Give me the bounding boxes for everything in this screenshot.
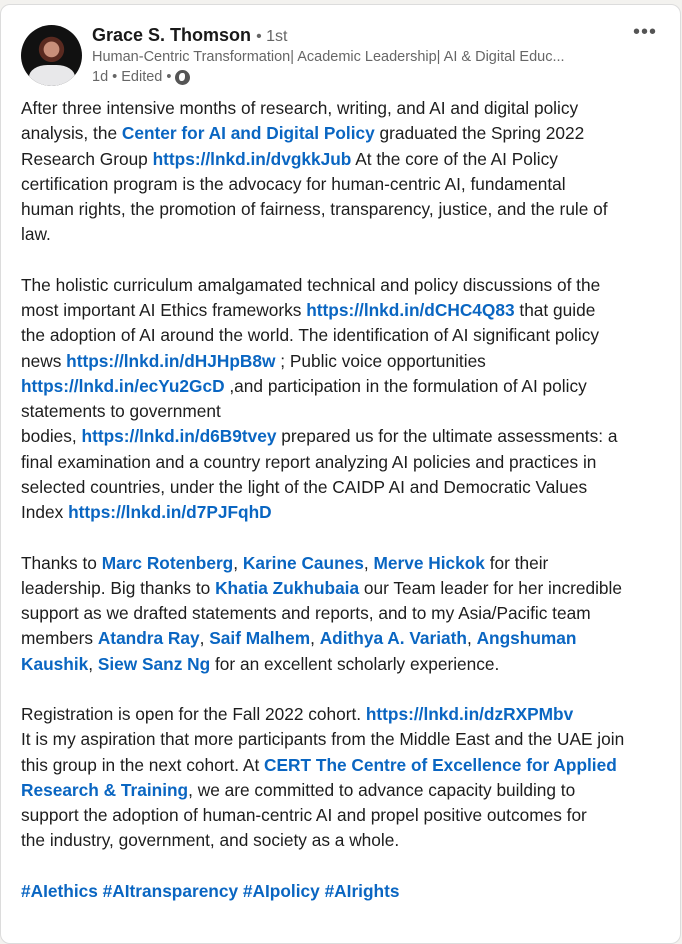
mention-link[interactable]: Atandra Ray: [97, 628, 200, 649]
avatar-shirt: [29, 65, 75, 86]
more-options-icon[interactable]: •••: [633, 21, 658, 43]
post-text-line: [21, 374, 624, 399]
post-text: Index: [21, 502, 69, 522]
url-link[interactable]: https://lnkd.in/ecYu2GcD: [21, 375, 225, 396]
post-text-line: [21, 96, 624, 121]
mention-link[interactable]: Saif Malhem: [209, 628, 311, 649]
post-text: Research Group: [21, 148, 153, 169]
post-text: for their: [484, 552, 549, 573]
mention-link[interactable]: Merve Hickok: [373, 552, 485, 573]
post-text: selected countries, under the light of the CAIDP AI and Democratic Values: [21, 476, 588, 497]
post-text: The holistic curriculum amalgamated technical and policy discussions of the: [21, 274, 601, 295]
post-text: news: [21, 350, 67, 371]
mention-link[interactable]: Karine Caunes: [242, 552, 364, 573]
post-text: for an excellent scholarly experience.: [210, 653, 500, 674]
post-text: Thanks to: [21, 552, 102, 573]
author-avatar[interactable]: [21, 25, 82, 86]
post-text: At the core of the AI Policy: [351, 148, 558, 169]
mention-link[interactable]: Angshuman: [476, 628, 577, 649]
post-text: leadership. Big thanks to: [21, 577, 216, 598]
post-text: statements to government: [21, 401, 221, 421]
post-text-line: [21, 753, 624, 778]
post-text: ,: [466, 628, 477, 649]
post-text-line: [21, 803, 624, 828]
connection-degree: • 1st: [256, 28, 288, 45]
post-text-line: [21, 298, 624, 323]
url-link[interactable]: https://lnkd.in/dzRXPMbv: [365, 704, 574, 724]
post-text: the adoption of AI around the world. The identification of AI significant policy: [21, 325, 600, 346]
post-text: law.: [21, 224, 51, 245]
post-time: 1d: [92, 69, 109, 85]
post-text-line: [21, 121, 624, 146]
blank-line: [21, 248, 624, 273]
post-text: support the adoption of human-centric AI and propel positive outcomes for: [21, 805, 587, 825]
post-text: most important AI Ethics frameworks: [21, 300, 307, 320]
post-meta: [92, 69, 190, 85]
author-name[interactable]: Grace S. Thomson: [92, 25, 252, 45]
post-text-line: [21, 323, 624, 348]
blank-line: [21, 677, 624, 702]
mention-link[interactable]: Marc Rotenberg: [101, 552, 234, 573]
post-text: graduated the Spring 2022: [374, 123, 585, 144]
post-text-line: [21, 424, 624, 449]
blank-line: [21, 854, 624, 879]
post-text: final examination and a country report analyzing AI policies and practices in: [21, 451, 597, 472]
url-link[interactable]: https://lnkd.in/dvgkkJub: [152, 148, 352, 169]
post-text: , we are committed to advance capacity building to: [188, 779, 576, 800]
post-text-line: [21, 500, 624, 525]
post-text-line: [21, 222, 624, 247]
post-text: ,: [199, 628, 210, 649]
post-text-line: [21, 778, 624, 803]
post-text: ,: [363, 552, 374, 573]
post-text: It is my aspiration that more participants from the Middle East and the UAE join: [21, 729, 625, 750]
globe-icon: [175, 70, 190, 85]
url-link[interactable]: https://lnkd.in/dCHC4Q83: [306, 300, 515, 320]
author-headline: Human-Centric Transformation| Academic Leadership| AI & Digital Educ...: [92, 49, 565, 65]
post-text: this group in the next cohort. At: [21, 754, 265, 775]
post-text: ,: [233, 552, 243, 573]
post-text: ,: [310, 628, 320, 649]
post-text-line: [21, 551, 624, 576]
post-text-line: [21, 626, 624, 651]
hashtag-link[interactable]: #AIethics: [21, 880, 98, 901]
url-link[interactable]: https://lnkd.in/dHJHpB8w: [66, 350, 276, 371]
post-card: [0, 4, 681, 944]
post-text-line: [21, 702, 624, 727]
post-text: support as we drafted statements and reports, and to my Asia/Pacific team: [21, 603, 591, 623]
post-text: certification program is the advocacy for human-centric AI, fundamental: [21, 173, 566, 194]
post-text-line: [21, 601, 624, 626]
post-text-line: [21, 727, 624, 752]
edited-label: • Edited •: [112, 69, 172, 85]
mention-link[interactable]: Adithya A. Variath: [319, 628, 467, 649]
post-text: After three intensive months of research, writing, and AI and digital policy: [21, 98, 579, 118]
mention-link[interactable]: Khatia Zukhubaia: [215, 577, 360, 598]
post-text-line: [21, 828, 624, 853]
post-text: the industry, government, and society as a whole.: [21, 830, 400, 851]
post-text-line: [21, 273, 624, 298]
post-text-line: [21, 197, 624, 222]
post-text-line: [21, 879, 624, 904]
post-text: Registration is open for the Fall 2022 cohort.: [21, 704, 366, 724]
post-text: members: [21, 628, 98, 649]
hashtag-link[interactable]: #AItransparency: [102, 880, 239, 901]
mention-link[interactable]: Kaushik: [21, 653, 89, 674]
post-text: ; Public voice opportunities: [275, 350, 486, 371]
post-text: prepared us for the ultimate assessments: a: [276, 426, 618, 447]
post-text: bodies,: [21, 426, 82, 447]
post-body: [21, 96, 624, 904]
url-link[interactable]: https://lnkd.in/d6B9tvey: [81, 426, 277, 447]
post-text-line: [21, 349, 624, 374]
mention-link[interactable]: CERT The Centre of Excellence for Applied: [264, 754, 617, 775]
post-text-line: [21, 172, 624, 197]
blank-line: [21, 525, 624, 550]
post-text: ,: [88, 653, 98, 674]
post-text: that guide: [514, 300, 596, 320]
hashtag-link[interactable]: #AIrights: [324, 880, 400, 901]
post-text-line: [21, 652, 624, 677]
author-name-row: [92, 25, 287, 46]
post-text: analysis, the: [21, 123, 122, 144]
hashtag-link[interactable]: #AIpolicy: [242, 880, 320, 901]
post-text-line: [21, 450, 624, 475]
post-text-line: [21, 399, 624, 424]
post-text: human rights, the promotion of fairness, transparency, justice, and the rule of: [21, 199, 608, 219]
url-link[interactable]: https://lnkd.in/d7PJFqhD: [68, 502, 272, 522]
mention-link[interactable]: Siew Sanz Ng: [97, 653, 211, 674]
post-text: ,and participation in the formulation of AI policy: [224, 375, 587, 396]
post-text: our Team leader for her incredible: [359, 577, 622, 598]
post-text-line: [21, 576, 624, 601]
mention-link[interactable]: Center for AI and Digital Policy: [121, 123, 375, 144]
mention-link[interactable]: Research & Training: [21, 779, 189, 800]
post-text-line: [21, 475, 624, 500]
post-text-line: [21, 147, 624, 172]
